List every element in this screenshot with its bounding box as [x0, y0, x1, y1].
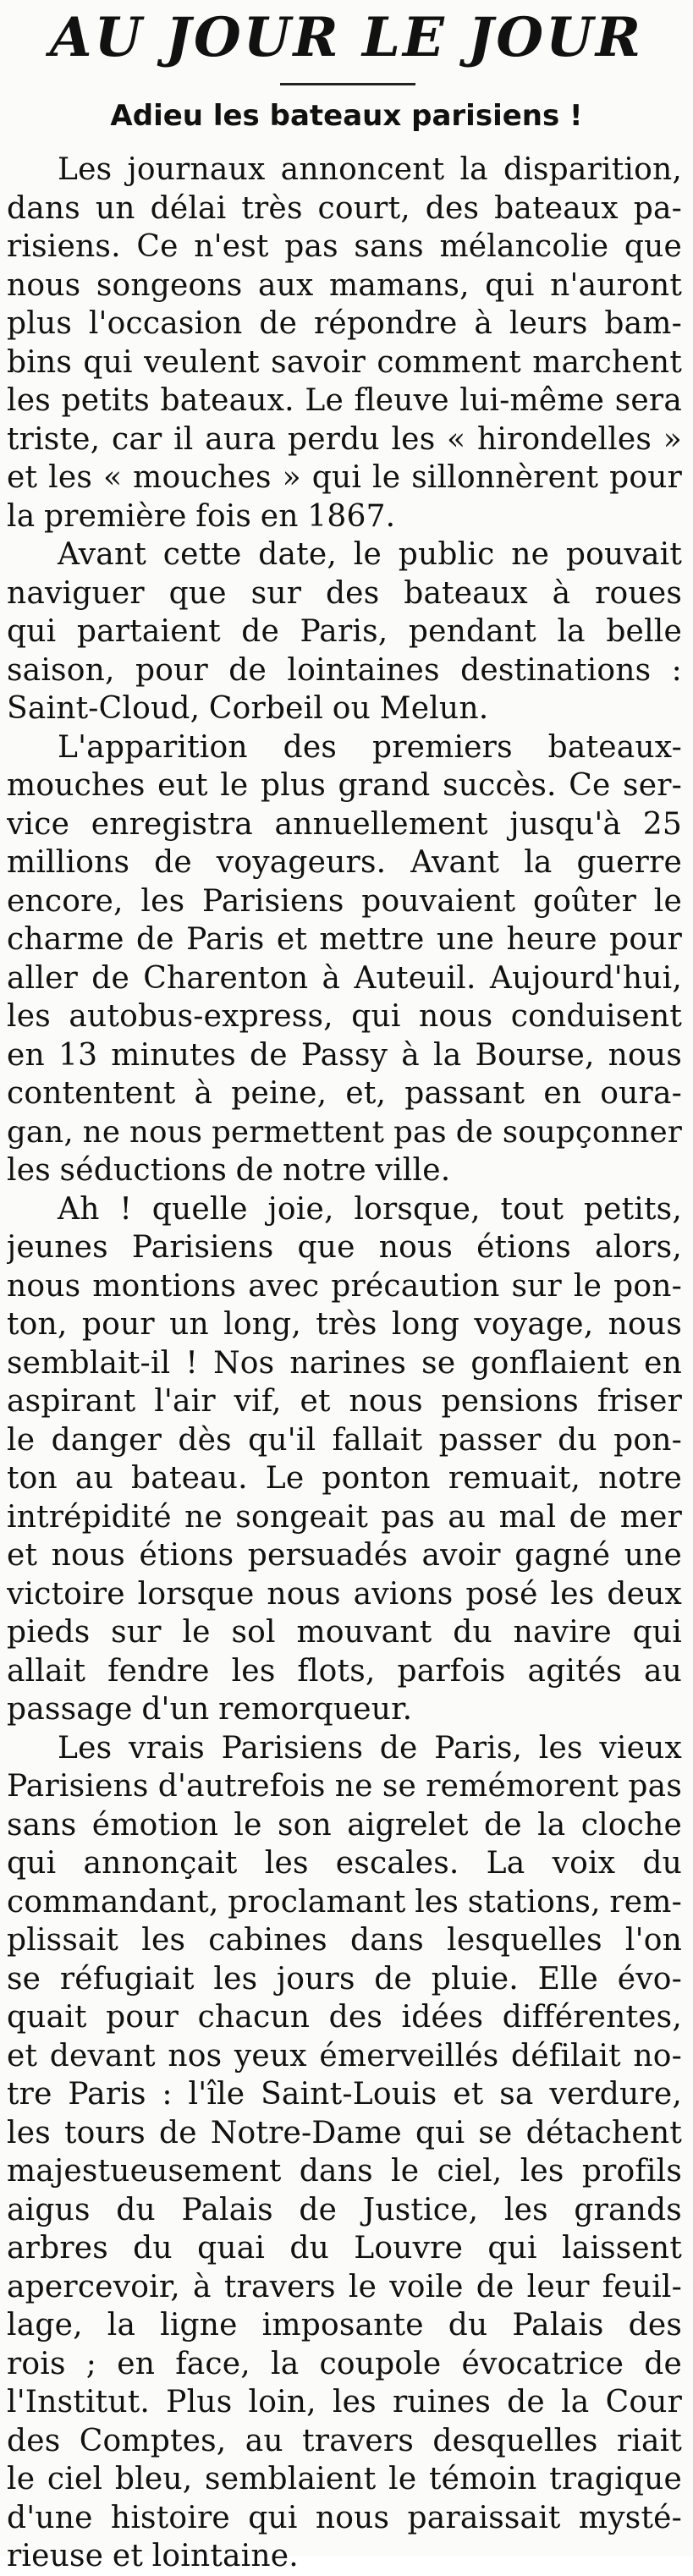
article-line: triste, car il aura perdu les « hirondelles » [7, 421, 682, 457]
article-line: nous songeons aux mamans, qui n'auront [7, 267, 682, 303]
article-headline: Adieu les bateaux parisiens ! [110, 99, 583, 133]
article-line: les séductions de notre ville. [7, 1153, 451, 1188]
article-line: en 13 minutes de Passy à la Bourse, nous [7, 1037, 682, 1073]
article-line: risiens. Ce n'est pas sans mélancolie que [7, 229, 682, 264]
article-line: ton, pour un long, très long voyage, nous [7, 1307, 682, 1342]
article-line: lage, la ligne imposante du Palais des [7, 2308, 682, 2343]
article-line: Ah ! quelle joie, lorsque, tout petits, [58, 1191, 682, 1227]
article-line: tre Paris : l'île Saint-Louis et sa verdure, [7, 2077, 682, 2112]
article-line: charme de Paris et mettre une heure pour [7, 922, 682, 957]
article-line: millions de voyageurs. Avant la guerre [7, 845, 682, 880]
article-line: qui annonçait les escales. La voix du [7, 1846, 682, 1881]
article-body [7, 151, 682, 2576]
column-rubric: AU JOUR LE JOUR [49, 6, 644, 69]
article-line: commandant, proclamant les stations, rem- [7, 1884, 682, 1920]
article-line: dans un délai très court, des bateaux pa- [7, 190, 682, 226]
article-line: apercevoir, à travers le voile de leur feuil- [7, 2269, 682, 2304]
article-line: Avant cette date, le public ne pouvait [58, 537, 682, 572]
article-line: et devant nos yeux émerveillés défilait no- [7, 2038, 682, 2073]
article-line: le ciel bleu, semblaient le témoin tragique [7, 2462, 682, 2496]
article-line: bins qui veulent savoir comment marchent [7, 344, 682, 380]
article-line: ton au bateau. Le ponton remuait, notre [7, 1461, 682, 1496]
title-rule [280, 83, 415, 85]
article-paragraph [7, 728, 682, 1190]
article-line: encore, les Parisiens pouvaient goûter le [7, 883, 682, 919]
article-line: et les « mouches » qui le sillonnèrent pour [7, 460, 682, 495]
article-line: jeunes Parisiens que nous étions alors, [7, 1230, 682, 1265]
article-line: L'apparition des premiers bateaux- [58, 729, 682, 765]
article-line: arbres du quai du Louvre qui laissent [7, 2231, 682, 2266]
article-line: plissait les cabines dans lesquelles l'on [7, 1923, 682, 1958]
article-line: le danger dès qu'il fallait passer du pon- [7, 1422, 682, 1458]
article-line: quait pour chacun des idées différentes, [7, 2000, 682, 2035]
article-paragraph [7, 536, 682, 728]
article-line: Les journaux annoncent la disparition, [58, 152, 682, 187]
article-line: semblait-il ! Nos narines se gonflaient en [7, 1345, 682, 1381]
article-line: les tours de Notre-Dame qui se détachent [7, 2115, 682, 2150]
article-line: contentent à peine, et, passant en oura- [7, 1076, 682, 1111]
article-line: l'Institut. Plus loin, les ruines de la Cour [7, 2385, 682, 2419]
article-line: naviguer que sur des bateaux à roues [7, 575, 682, 611]
article-line: aigus du Palais de Justice, les grands [7, 2192, 682, 2227]
article-line: aspirant l'air vif, et nous pensions friser [7, 1384, 682, 1419]
article-line: gan, ne nous permettent pas de soupçonner [7, 1114, 682, 1150]
article-paragraph [7, 1729, 682, 2576]
article-line: qui partaient de Paris, pendant la belle [7, 614, 682, 649]
article-line: passage d'un remorqueur. [7, 1692, 413, 1727]
article-line: rois ; en face, la coupole évocatrice de [7, 2346, 682, 2381]
article-line: Parisiens d'autrefois ne se remémorent pas [7, 1769, 682, 1804]
article-line: saison, pour de lointaines destinations : [7, 652, 682, 688]
article-line: sans émotion le son aigrelet de la cloche [7, 1807, 682, 1843]
article-line: majestueusement dans le ciel, les profils [7, 2154, 682, 2189]
article-line: des Comptes, au travers desquelles riait [7, 2423, 682, 2458]
article-line: nous montions avec précaution sur le pon- [7, 1268, 682, 1304]
article-line: les petits bateaux. Le fleuve lui-même sera [7, 383, 682, 418]
article-line: pieds sur le sol mouvant du navire qui [7, 1615, 682, 1650]
article-line: plus l'occasion de répondre à leurs bam- [7, 306, 682, 341]
article-line: aller de Charenton à Auteuil. Aujourd'hui, [7, 960, 682, 996]
article-line: intrépidité ne songeait pas au mal de mer [7, 1499, 682, 1535]
article-line: la première fois en 1867. [7, 498, 396, 534]
article-line: victoire lorsque nous avions posé les deux [7, 1576, 682, 1612]
article-line: se réfugiait les jours de pluie. Elle évo- [7, 1961, 682, 1997]
article-line: vice enregistra annuellement jusqu'à 25 [7, 806, 682, 842]
article-line: Les vrais Parisiens de Paris, les vieux [58, 1730, 682, 1766]
article-line: rieuse et lointaine. [7, 2539, 299, 2573]
article-line: et nous étions persuadés avoir gagné une [7, 1538, 682, 1573]
article-line: les autobus-express, qui nous conduisent [7, 999, 682, 1034]
article-line: d'une histoire qui nous paraissait mysté- [7, 2500, 682, 2535]
article-line: allait fendre les flots, parfois agités au [7, 1653, 682, 1689]
article-line: Saint-Cloud, Corbeil ou Melun. [7, 691, 489, 726]
article-line: mouches eut le plus grand succès. Ce ser- [7, 768, 682, 803]
article-paragraph [7, 1190, 682, 1729]
article-paragraph [7, 151, 682, 536]
